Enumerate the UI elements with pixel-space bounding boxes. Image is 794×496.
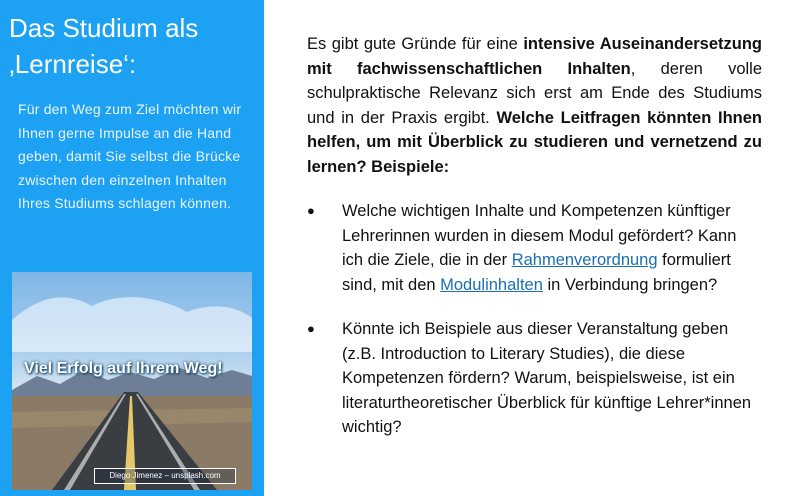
photo-caption: Viel Erfolg auf Ihrem Weg! — [24, 360, 223, 377]
question-list — [307, 199, 762, 440]
road-photo — [12, 272, 252, 490]
list-item — [307, 317, 762, 440]
main-content — [307, 32, 762, 460]
link-modulinhalten[interactable]: Modulinhalten — [440, 275, 543, 294]
intro-text-1: Es gibt gute Gründe für eine — [307, 35, 524, 53]
sidebar-title: Das Studium als ‚Lernreise‘: — [9, 13, 199, 79]
link-rahmenverordnung[interactable]: Rahmenverordnung — [511, 251, 658, 269]
intro-bold-1: intensive Auseinandersetzung mit fachwissenschaftlichen Inhalten — [307, 35, 762, 78]
list-item-text: Könnte ich Beispiele aus dieser Veranstaltung geben (z.B. Introduction to Literary Studies), die diese Kompetenzen fördern? Warum, beispielsweise, ist ein literaturtheoretischer Überblick für künftige Lehrer*innen wichtig? — [342, 320, 752, 436]
sidebar-text: Für den Weg zum Ziel möchten wir Ihnen gerne Impulse an die Hand geben, damit Sie selbst die Brücke zwischen den einzelnen Inhalten Ihres Studiums schlagen können. — [18, 101, 242, 211]
bullet-icon: ● — [307, 203, 315, 218]
intro-bold-2: Welche Leitfragen könnten Ihnen helfen, um mit Überblick zu studieren und vernetzend zu lernen? Beispiele: — [307, 108, 762, 176]
intro-paragraph — [307, 32, 762, 179]
list-item — [307, 199, 762, 297]
road-illustration — [12, 272, 252, 490]
bullet-icon: ● — [307, 321, 315, 336]
list-item-text: in Verbindung bringen? — [542, 275, 718, 294]
list-item-text: formuliert sind, mit den — [342, 251, 731, 294]
list-item-text: Welche wichtigen Inhalte und Kompetenzen künftiger Lehrerinnen wurden in diesem Modul gefördert? Kann ich die Ziele, die in der — [342, 202, 737, 269]
photo-credit: Diego Jimenez – unsplash.com — [94, 468, 236, 484]
intro-text-2: , deren volle schulpraktische Relevanz sich erst am Ende des Studiums und in der Praxis ergibt. — [307, 59, 763, 127]
sidebar — [0, 0, 264, 496]
